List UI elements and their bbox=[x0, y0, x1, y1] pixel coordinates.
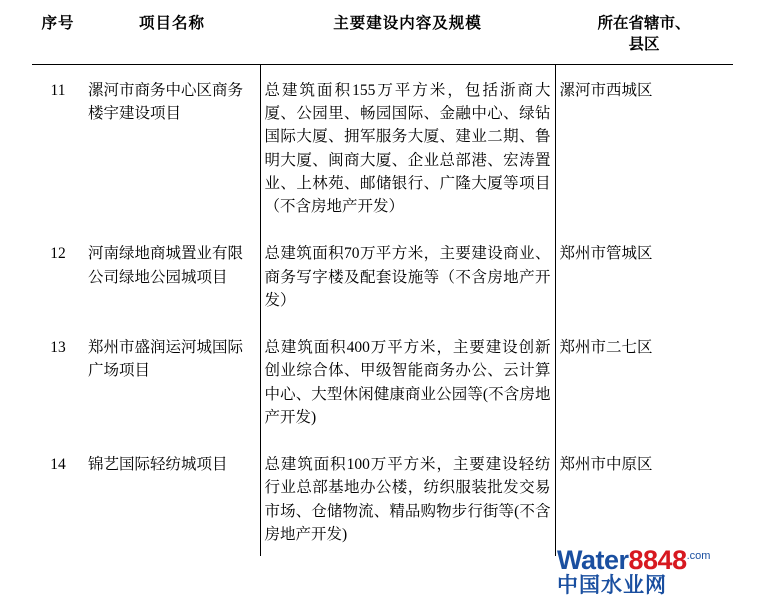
cell-content: 总建筑面积100万平方米，主要建设轻纺行业总部基地办公楼，纺织服装批发交易市场、仓储物流、精品购物步行街等(不含房地产开发) bbox=[260, 439, 555, 556]
column-header-seq: 序号 bbox=[32, 8, 84, 64]
table-row bbox=[32, 439, 733, 556]
cell-name: 漯河市商务中心区商务楼宇建设项目 bbox=[88, 81, 244, 123]
table-body bbox=[32, 64, 733, 556]
watermark-logo bbox=[557, 546, 741, 598]
watermark-brand-digits: 8848 bbox=[628, 544, 687, 575]
document-page bbox=[0, 8, 765, 608]
table-header bbox=[32, 8, 733, 64]
cell-seq: 11 bbox=[50, 81, 66, 99]
cell-content: 总建筑面积400万平方米，主要建设创新创业综合体、甲级智能商务办公、云计算中心、大型休闲健康商业公园等(不含房地产开发) bbox=[260, 322, 555, 439]
column-header-name: 项目名称 bbox=[84, 8, 260, 64]
watermark-brand-water: Water bbox=[557, 544, 629, 575]
cell-region: 郑州市中原区 bbox=[555, 439, 733, 556]
cell-region: 郑州市二七区 bbox=[555, 322, 733, 439]
table-row bbox=[32, 322, 733, 439]
column-header-region bbox=[555, 8, 733, 64]
cell-name: 郑州市盛润运河城国际广场项目 bbox=[88, 339, 244, 380]
table-header-row bbox=[32, 8, 733, 64]
column-header-region-line1: 所在省辖市、 bbox=[597, 15, 691, 32]
cell-seq: 13 bbox=[50, 339, 66, 357]
cell-region: 漯河市西城区 bbox=[555, 64, 733, 228]
watermark-brand-cn: 中国水业网 bbox=[557, 573, 667, 597]
table-row bbox=[32, 228, 733, 322]
project-table bbox=[32, 8, 733, 556]
column-header-content: 主要建设内容及规模 bbox=[260, 8, 555, 64]
cell-content: 总建筑面积155万平方米，包括浙商大厦、公园里、畅园国际、金融中心、绿钻国际大厦、拥军服务大厦、建业二期、鲁明大厦、闽商大厦、企业总部港、宏涛置业、上林苑、邮储银行、广隆大厦等项目（不含房地产开发） bbox=[260, 64, 555, 228]
column-header-region-line2: 县区 bbox=[628, 35, 660, 53]
cell-seq: 14 bbox=[50, 456, 66, 474]
watermark-brand-dotcom: .com bbox=[686, 549, 711, 562]
cell-seq: 12 bbox=[50, 245, 66, 263]
cell-name: 河南绿地商城置业有限公司绿地公园城项目 bbox=[88, 245, 244, 286]
table-row bbox=[32, 64, 733, 228]
cell-name: 锦艺国际轻纺城项目 bbox=[88, 456, 228, 474]
cell-region: 郑州市管城区 bbox=[555, 228, 733, 322]
watermark-brand bbox=[557, 546, 741, 574]
cell-content: 总建筑面积70万平方米，主要建设商业、商务写字楼及配套设施等（不含房地产开发） bbox=[260, 228, 555, 322]
